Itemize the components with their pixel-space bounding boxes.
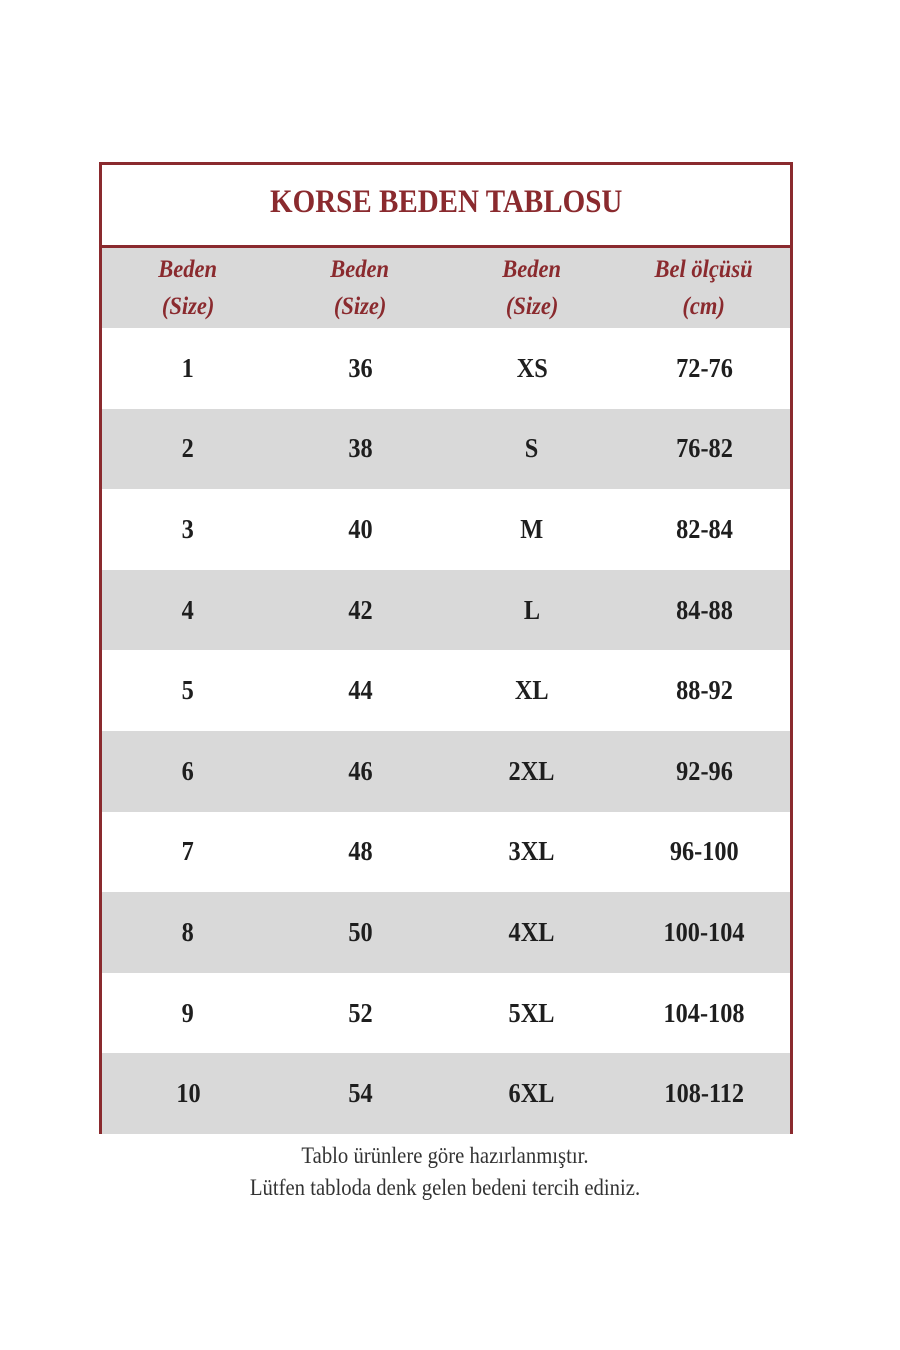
table-cell <box>102 489 274 570</box>
cell-value: 40 <box>347 513 373 544</box>
table-cell <box>102 731 274 812</box>
table-row <box>102 812 790 893</box>
cell-value: 96-100 <box>669 836 739 867</box>
size-table <box>102 248 790 1134</box>
cell-value: 2 <box>181 433 195 464</box>
column-header-line2: (Size) <box>161 293 215 320</box>
cell-value: 4 <box>181 594 195 625</box>
cell-value: 6 <box>181 755 195 786</box>
cell-value: 7 <box>181 836 195 867</box>
table-cell <box>102 812 274 893</box>
cell-value: 5 <box>181 675 195 706</box>
cell-value: 52 <box>347 997 373 1028</box>
table-cell <box>618 570 790 651</box>
table-cell <box>102 973 274 1054</box>
column-header <box>446 248 618 328</box>
table-row <box>102 328 790 409</box>
table-cell <box>618 892 790 973</box>
cell-value: 42 <box>347 594 373 625</box>
cell-value: 6XL <box>509 1078 555 1109</box>
column-header-line2: (Size) <box>505 293 559 320</box>
cell-value: 50 <box>347 916 373 947</box>
cell-value: 44 <box>347 675 373 706</box>
cell-value: 38 <box>347 433 373 464</box>
table-row <box>102 570 790 651</box>
column-header <box>618 248 790 328</box>
table-cell <box>618 731 790 812</box>
table-row <box>102 1053 790 1134</box>
cell-value: 5XL <box>509 997 555 1028</box>
table-cell <box>102 570 274 651</box>
cell-value: M <box>520 513 544 544</box>
table-cell <box>446 731 618 812</box>
cell-value: 92-96 <box>675 755 733 786</box>
table-row <box>102 731 790 812</box>
cell-value: 82-84 <box>675 513 733 544</box>
table-cell <box>274 409 446 490</box>
cell-value: 8 <box>181 916 195 947</box>
cell-value: XS <box>516 352 548 383</box>
cell-value: 108-112 <box>664 1078 744 1109</box>
cell-value: 84-88 <box>675 594 733 625</box>
cell-value: 10 <box>175 1078 201 1109</box>
cell-value: 54 <box>347 1078 373 1109</box>
table-cell <box>274 570 446 651</box>
size-chart-frame <box>99 162 793 1134</box>
cell-value: XL <box>515 675 549 706</box>
cell-value: 2XL <box>509 755 555 786</box>
table-cell <box>274 812 446 893</box>
table-cell <box>446 650 618 731</box>
table-cell <box>102 892 274 973</box>
table-cell <box>618 1053 790 1134</box>
cell-value: 72-76 <box>675 352 733 383</box>
cell-value: 100-104 <box>663 916 745 947</box>
cell-value: 88-92 <box>675 675 733 706</box>
cell-value: S <box>525 433 539 464</box>
column-header-line2: (cm) <box>682 293 726 320</box>
chart-title: KORSE BEDEN TABLOSU <box>269 183 623 220</box>
table-cell <box>102 409 274 490</box>
table-cell <box>274 1053 446 1134</box>
table-row <box>102 489 790 570</box>
column-header <box>274 248 446 328</box>
table-row <box>102 650 790 731</box>
table-cell <box>274 731 446 812</box>
table-row <box>102 409 790 490</box>
cell-value: L <box>523 594 541 625</box>
footnote <box>0 1140 890 1204</box>
table-header-row <box>102 248 790 328</box>
table-cell <box>274 328 446 409</box>
column-header-line1: Beden <box>502 256 562 283</box>
table-cell <box>446 328 618 409</box>
table-cell <box>446 812 618 893</box>
cell-value: 104-108 <box>663 997 745 1028</box>
column-header <box>102 248 274 328</box>
table-cell <box>618 650 790 731</box>
cell-value: 76-82 <box>675 433 733 464</box>
table-row <box>102 892 790 973</box>
table-cell <box>446 973 618 1054</box>
table-cell <box>274 489 446 570</box>
cell-value: 9 <box>181 997 195 1028</box>
column-header-line1: Bel ölçüsü <box>654 256 754 283</box>
footnote-line1: Tablo ürünlere göre hazırlanmıştır. <box>301 1143 589 1168</box>
table-cell <box>618 973 790 1054</box>
table-cell <box>446 1053 618 1134</box>
table-cell <box>618 328 790 409</box>
table-cell <box>446 892 618 973</box>
table-cell <box>274 650 446 731</box>
cell-value: 1 <box>181 352 195 383</box>
cell-value: 3XL <box>509 836 555 867</box>
cell-value: 46 <box>347 755 373 786</box>
table-cell <box>618 812 790 893</box>
cell-value: 4XL <box>509 916 555 947</box>
table-cell <box>102 650 274 731</box>
column-header-line1: Beden <box>158 256 218 283</box>
table-row <box>102 973 790 1054</box>
table-cell <box>446 570 618 651</box>
table-cell <box>274 892 446 973</box>
table-cell <box>618 489 790 570</box>
table-cell <box>446 409 618 490</box>
table-cell <box>618 409 790 490</box>
cell-value: 36 <box>347 352 373 383</box>
table-cell <box>102 328 274 409</box>
column-header-line1: Beden <box>330 256 390 283</box>
table-cell <box>274 973 446 1054</box>
table-cell <box>446 489 618 570</box>
footnote-line2: Lütfen tabloda denk gelen bedeni tercih ediniz. <box>249 1175 641 1200</box>
cell-value: 3 <box>181 513 195 544</box>
cell-value: 48 <box>347 836 373 867</box>
table-cell <box>102 1053 274 1134</box>
column-header-line2: (Size) <box>333 293 387 320</box>
title-bar <box>102 165 790 248</box>
